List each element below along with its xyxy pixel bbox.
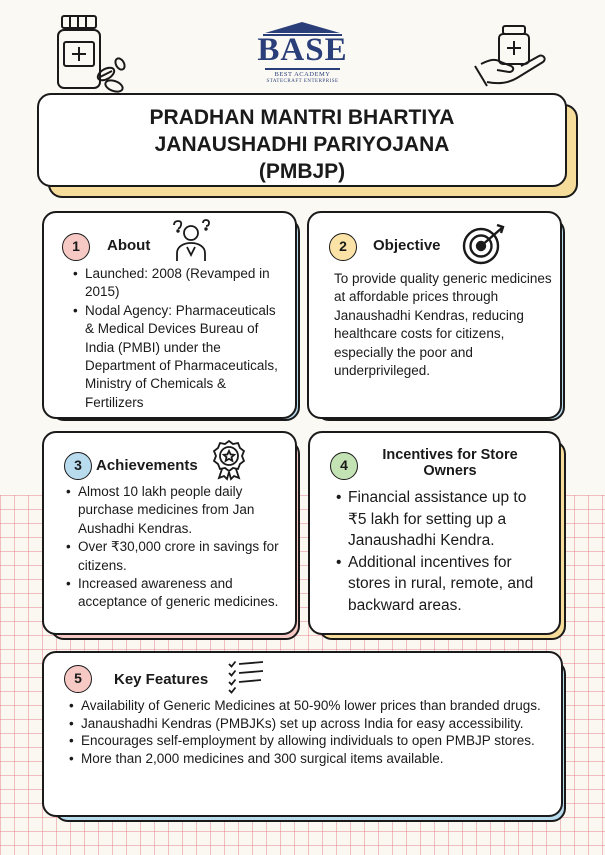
- section-heading-line2: Owners: [423, 463, 477, 479]
- list-item: • Janaushadhi Kendras (PMBJKs) set up across India for easy accessibility.: [69, 715, 559, 733]
- section-heading: Key Features: [114, 671, 209, 688]
- section-heading: Achievements: [96, 457, 198, 474]
- section-number-badge: 1: [62, 233, 90, 261]
- list-item: • Over ₹30,000 crore in savings for citizens.: [66, 538, 291, 575]
- logo-line2: STATECRAFT ENTERPRISE: [266, 79, 339, 84]
- key-features-list: [69, 697, 559, 767]
- section-number-badge: 2: [329, 233, 357, 261]
- section-number-badge: 5: [64, 665, 92, 693]
- title-line-1: PRADHAN MANTRI BHARTIYA: [149, 106, 455, 129]
- list-item: • Additional incentives for stores in rural, remote, and backward areas.: [336, 552, 548, 617]
- target-icon: [461, 223, 509, 267]
- list-item: • Availability of Generic Medicines at 50-90% lower prices than branded drugs.: [69, 697, 559, 715]
- objective-text: To provide quality generic medicines at affordable prices through Janaushadhi Kendras, reducing healthcare costs for citizens, especially the poor and underprivileged.: [334, 271, 552, 379]
- title-line-3: (PMBJP): [258, 160, 346, 183]
- medicine-bottle-icon: [48, 14, 128, 94]
- list-item: • Launched: 2008 (Revamped in 2015): [73, 265, 288, 302]
- section-heading: Objective: [373, 237, 441, 254]
- thinking-person-icon: [171, 219, 213, 263]
- section-number-badge: 4: [330, 452, 358, 480]
- about-list: [73, 265, 288, 412]
- section-heading-line1: Incentives for Store: [382, 447, 518, 463]
- list-item: • More than 2,000 medicines and 300 surgical items available.: [69, 750, 559, 768]
- list-item: • Almost 10 lakh people daily purchase medicines from Jan Aushadhi Kendras.: [66, 483, 291, 538]
- section-heading: About: [107, 237, 151, 254]
- about-card: [42, 211, 297, 419]
- hand-medicine-icon: [473, 22, 551, 90]
- logo-name: BASE: [257, 32, 348, 68]
- key-features-card: [42, 651, 563, 817]
- logo-line1: BEST ACADEMY: [274, 71, 331, 78]
- incentives-card: [308, 431, 561, 635]
- title-card: [37, 93, 567, 187]
- list-item: • Encourages self-employment by allowing individuals to open PMBJP stores.: [69, 732, 559, 750]
- achievements-list: [66, 483, 291, 612]
- award-badge-icon: [212, 439, 246, 479]
- section-number-badge: 3: [64, 452, 92, 480]
- incentives-list: [336, 487, 548, 616]
- title-line-2: JANAUSHADHI PARIYOJANA: [154, 133, 450, 156]
- list-item: • Increased awareness and acceptance of generic medicines.: [66, 575, 291, 612]
- list-item: • Financial assistance up to ₹5 lakh for setting up a Janaushadhi Kendra.: [336, 487, 548, 552]
- list-item: • Nodal Agency: Pharmaceuticals & Medical Devices Bureau of India (PMBI) under the Department of Pharmaceuticals, Ministry of Chemicals & Fertilizers: [73, 302, 288, 412]
- checklist-icon: [227, 659, 265, 693]
- achievements-card: [42, 431, 297, 635]
- objective-card: [307, 211, 562, 419]
